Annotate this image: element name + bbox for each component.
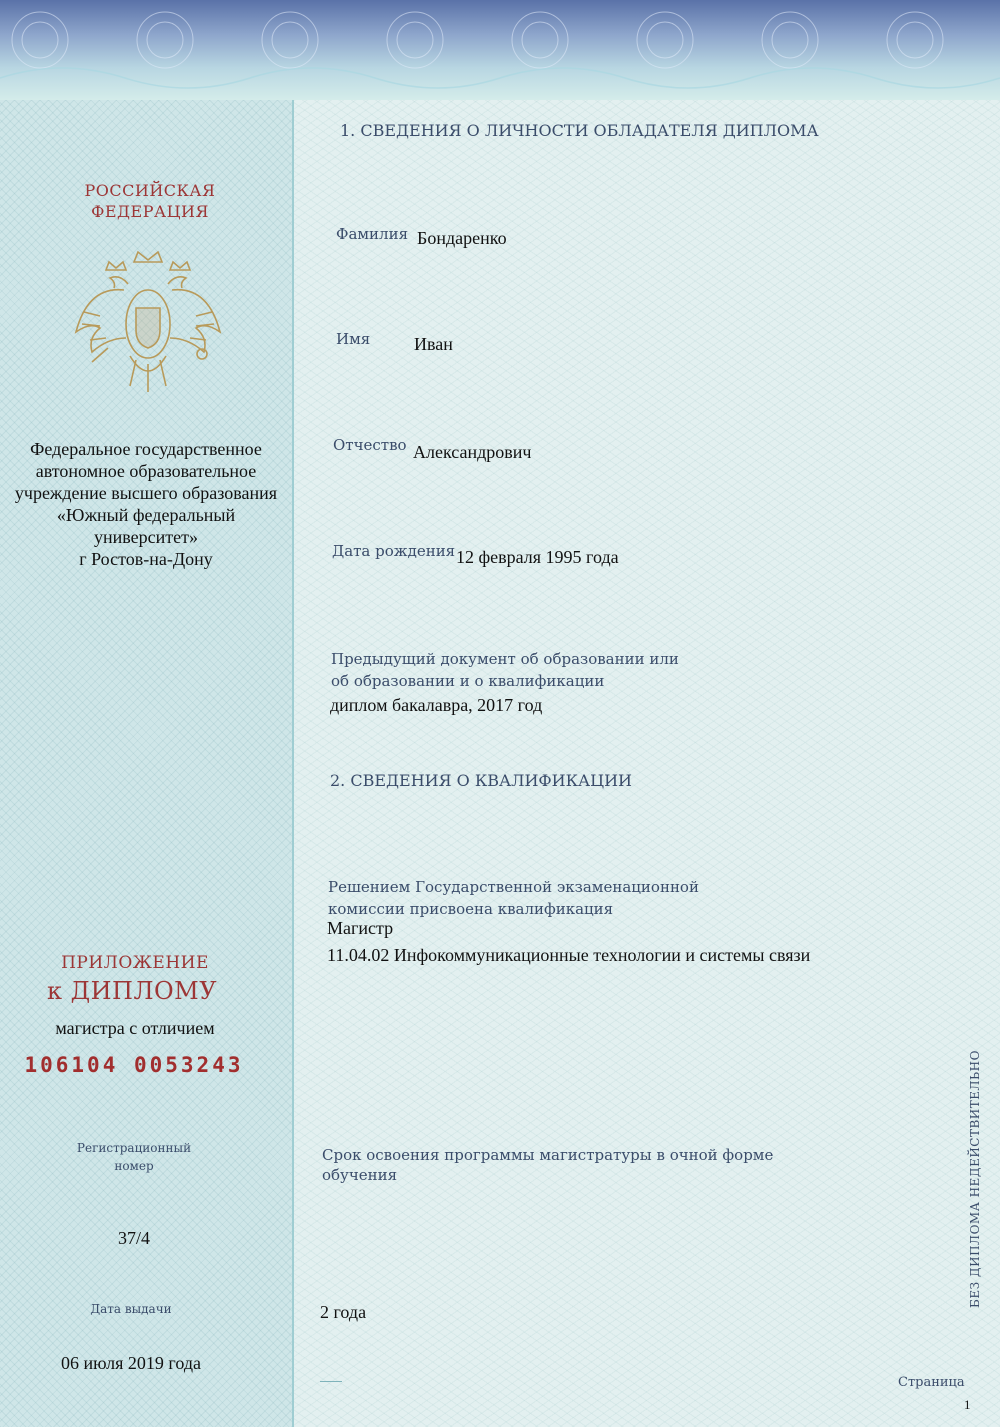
- name-label: Имя: [336, 330, 371, 348]
- duration-value: 2 года: [320, 1302, 367, 1322]
- guilloche-rosettes: [0, 0, 1000, 100]
- issue-date-label: Дата выдачи: [90, 1302, 172, 1316]
- duration-label: Срок освоения программы магистратуры в очной форме обучения: [322, 1146, 774, 1184]
- country-name: РОССИЙСКАЯ ФЕДЕРАЦИЯ: [84, 181, 216, 221]
- degree-type: магистра с отличием: [55, 1018, 215, 1038]
- prev-doc-label: Предыдущий документ об образовании или об образовании и о квалификации: [331, 650, 679, 690]
- page-label: Страница: [898, 1375, 965, 1390]
- birth-date-label: Дата рождения: [332, 542, 456, 560]
- section2-title: 2. СВЕДЕНИЯ О КВАЛИФИКАЦИИ: [330, 771, 632, 790]
- university-block: Федеральное государственное автономное образовательное учреждение высшего образования «Южный федеральный университет» г Ростов-на-Дону: [14, 439, 278, 569]
- invalid-without-diploma-note: БЕЗ ДИПЛОМА НЕДЕЙСТВИТЕЛЬНО: [968, 1050, 982, 1308]
- name-value: Иван: [414, 334, 453, 354]
- dash-mark: [320, 1381, 342, 1382]
- prev-doc-value: диплом бакалавра, 2017 год: [330, 695, 543, 715]
- surname-value: Бондаренко: [417, 228, 507, 248]
- section1-title: 1. СВЕДЕНИЯ О ЛИЧНОСТИ ОБЛАДАТЕЛЯ ДИПЛОМА: [340, 121, 819, 140]
- diploma-number: 106104 0053243: [24, 1053, 244, 1077]
- issue-date: 06 июля 2019 года: [61, 1353, 201, 1373]
- decision-label: Решением Государственной экзаменационной комиссии присвоена квалификация: [328, 878, 699, 918]
- title-line2: к ДИПЛОМУ: [46, 977, 218, 1005]
- surname-label: Фамилия: [336, 225, 409, 243]
- qualification-value: Магистр: [327, 918, 394, 938]
- coat-of-arms-icon: [70, 242, 226, 404]
- program-value: 11.04.02 Инфокоммуникационные технологии и системы связи: [327, 945, 811, 965]
- reg-number: 37/4: [117, 1228, 150, 1248]
- patronymic-value: Александрович: [413, 442, 532, 462]
- title-line1: ПРИЛОЖЕНИЕ: [61, 953, 209, 973]
- patronymic-label: Отчество: [333, 436, 407, 454]
- panel-divider: [292, 100, 294, 1427]
- page-number: 1: [964, 1397, 971, 1412]
- birth-date-value: 12 февраля 1995 года: [456, 547, 619, 567]
- reg-number-label: Регистрационный номер: [76, 1141, 192, 1173]
